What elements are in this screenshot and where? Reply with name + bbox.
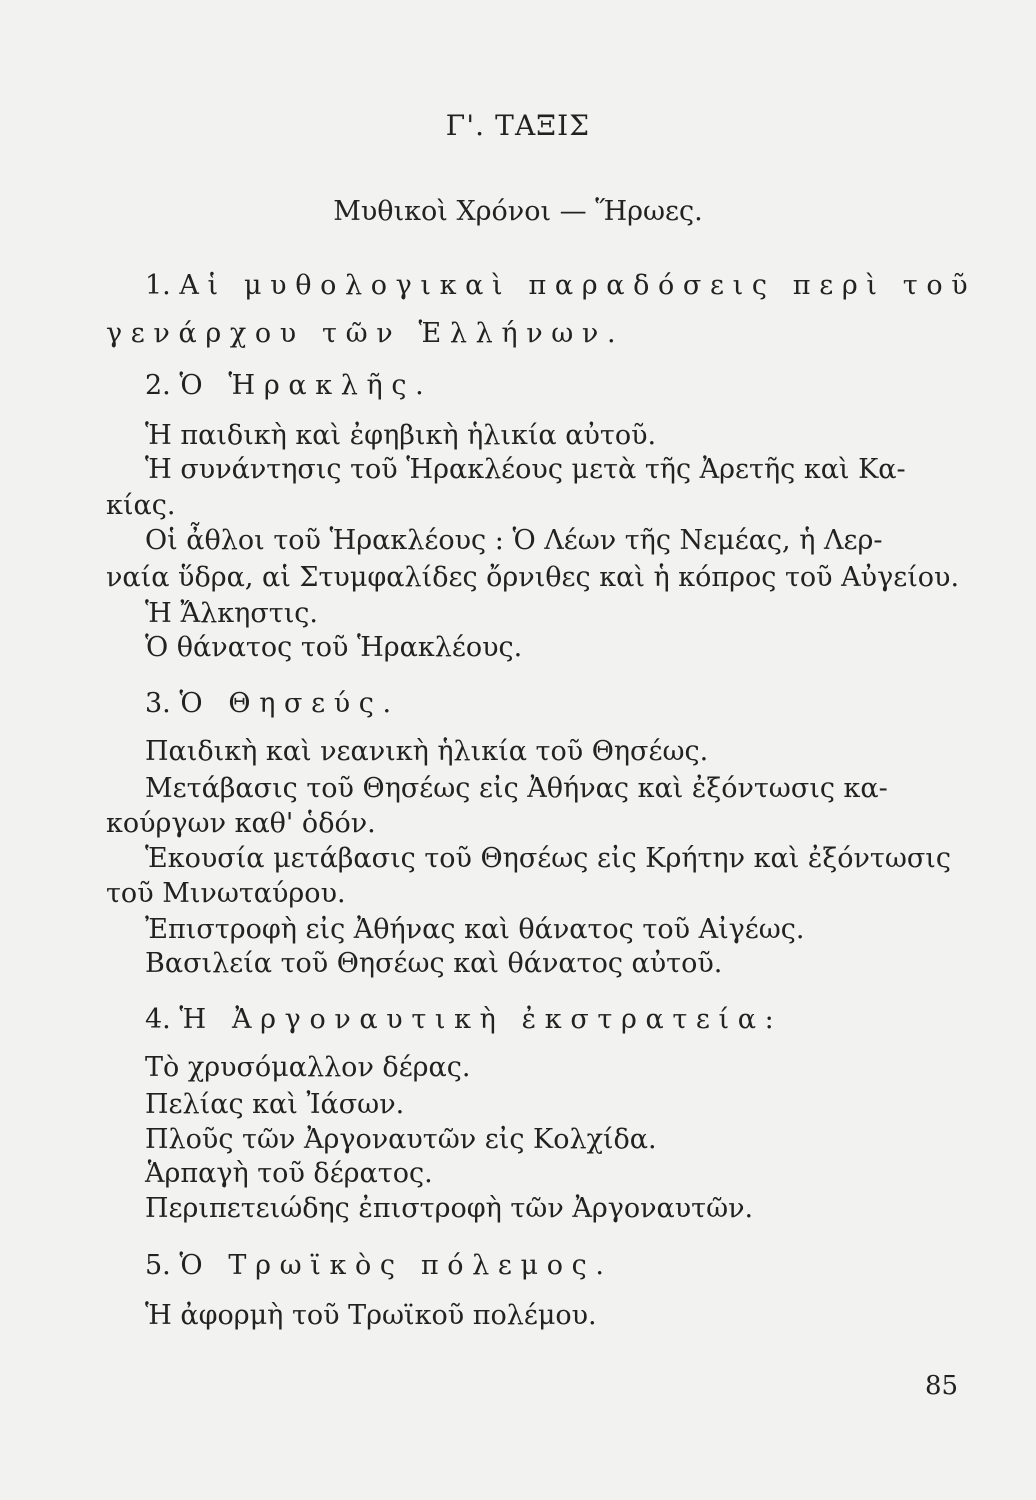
- section-3-heading: [145, 688, 400, 720]
- section-title: Ὁ Ἡρακλῆς.: [179, 370, 433, 401]
- page-heading: Γ'. ΤΑΞΙΣ: [445, 109, 591, 142]
- text-line: τοῦ Μινωταύρου.: [106, 878, 346, 909]
- text-line: Ἡ παιδικὴ καὶ ἐφηβικὴ ἡλικία αὐτοῦ.: [145, 420, 657, 451]
- section-number: 3.: [145, 688, 171, 719]
- section-number: 1.: [145, 270, 171, 301]
- text-line: Ἁρπαγὴ τοῦ δέρατος.: [145, 1158, 433, 1189]
- text-line: Ἑκουσία μετάβασις τοῦ Θησέως εἰς Κρήτην καὶ ἐξόντωσις: [145, 843, 952, 874]
- text-line: Ὁ θάνατος τοῦ Ἡρακλέους.: [145, 632, 523, 663]
- section-title-continuation: γενάρχου τῶν Ἑλλήνων.: [106, 318, 625, 349]
- text-line: Ἡ συνάντησις τοῦ Ἡρακλέους μετὰ τῆς Ἀρετῆς καὶ Κα-: [145, 454, 906, 485]
- text-line: Πλοῦς τῶν Ἀργοναυτῶν εἰς Κολχίδα.: [145, 1124, 657, 1155]
- section-title: Ἡ Ἀργοναυτικὴ ἐκστρατεία:: [179, 1004, 783, 1035]
- section-number: 4.: [145, 1004, 171, 1035]
- section-5-heading: [145, 1250, 613, 1282]
- section-1-heading: [145, 270, 976, 302]
- text-line: Παιδικὴ καὶ νεανικὴ ἡλικία τοῦ Θησέως.: [145, 736, 709, 767]
- text-line: κούργων καθ' ὁδόν.: [106, 808, 376, 839]
- text-line: Ἡ Ἄλκηστις.: [145, 598, 319, 629]
- section-number: 2.: [145, 370, 171, 401]
- section-number: 5.: [145, 1250, 171, 1281]
- section-4-heading: [145, 1004, 782, 1036]
- text-line: Τὸ χρυσόμαλλον δέρας.: [145, 1052, 471, 1083]
- text-line: Πελίας καὶ Ἰάσων.: [145, 1089, 405, 1120]
- section-title: Ὁ Τρωϊκὸς πόλεμος.: [179, 1250, 613, 1281]
- text-line: ναία ὕδρα, αἱ Στυμφαλίδες ὄρνιθες καὶ ἡ κόπρος τοῦ Αὐγείου.: [106, 562, 960, 593]
- section-title: Ὁ Θησεύς.: [179, 688, 400, 719]
- text-line: Βασιλεία τοῦ Θησέως καὶ θάνατος αὐτοῦ.: [145, 948, 723, 979]
- page-subheading: Μυθικοὶ Χρόνοι — Ἥρωες.: [333, 196, 703, 227]
- text-line: Μετάβασις τοῦ Θησέως εἰς Ἀθήνας καὶ ἐξόντωσις κα-: [145, 773, 888, 804]
- text-line: Περιπετειώδης ἐπιστροφὴ τῶν Ἀργοναυτῶν.: [145, 1193, 754, 1224]
- page-number: 85: [925, 1371, 959, 1401]
- text-line: Οἱ ἆθλοι τοῦ Ἡρακλέους : Ὁ Λέων τῆς Νεμέας, ἡ Λερ-: [145, 525, 883, 556]
- text-line: Ἡ ἀφορμὴ τοῦ Τρωϊκοῦ πολέμου.: [145, 1300, 597, 1331]
- text-line: κίας.: [106, 490, 176, 521]
- text-line: Ἐπιστροφὴ εἰς Ἀθήνας καὶ θάνατος τοῦ Αἰγέως.: [145, 914, 805, 945]
- section-2-heading: [145, 370, 432, 402]
- section-title: Αἱ μυθολογικαὶ παραδόσεις περὶ τοῦ: [179, 270, 977, 301]
